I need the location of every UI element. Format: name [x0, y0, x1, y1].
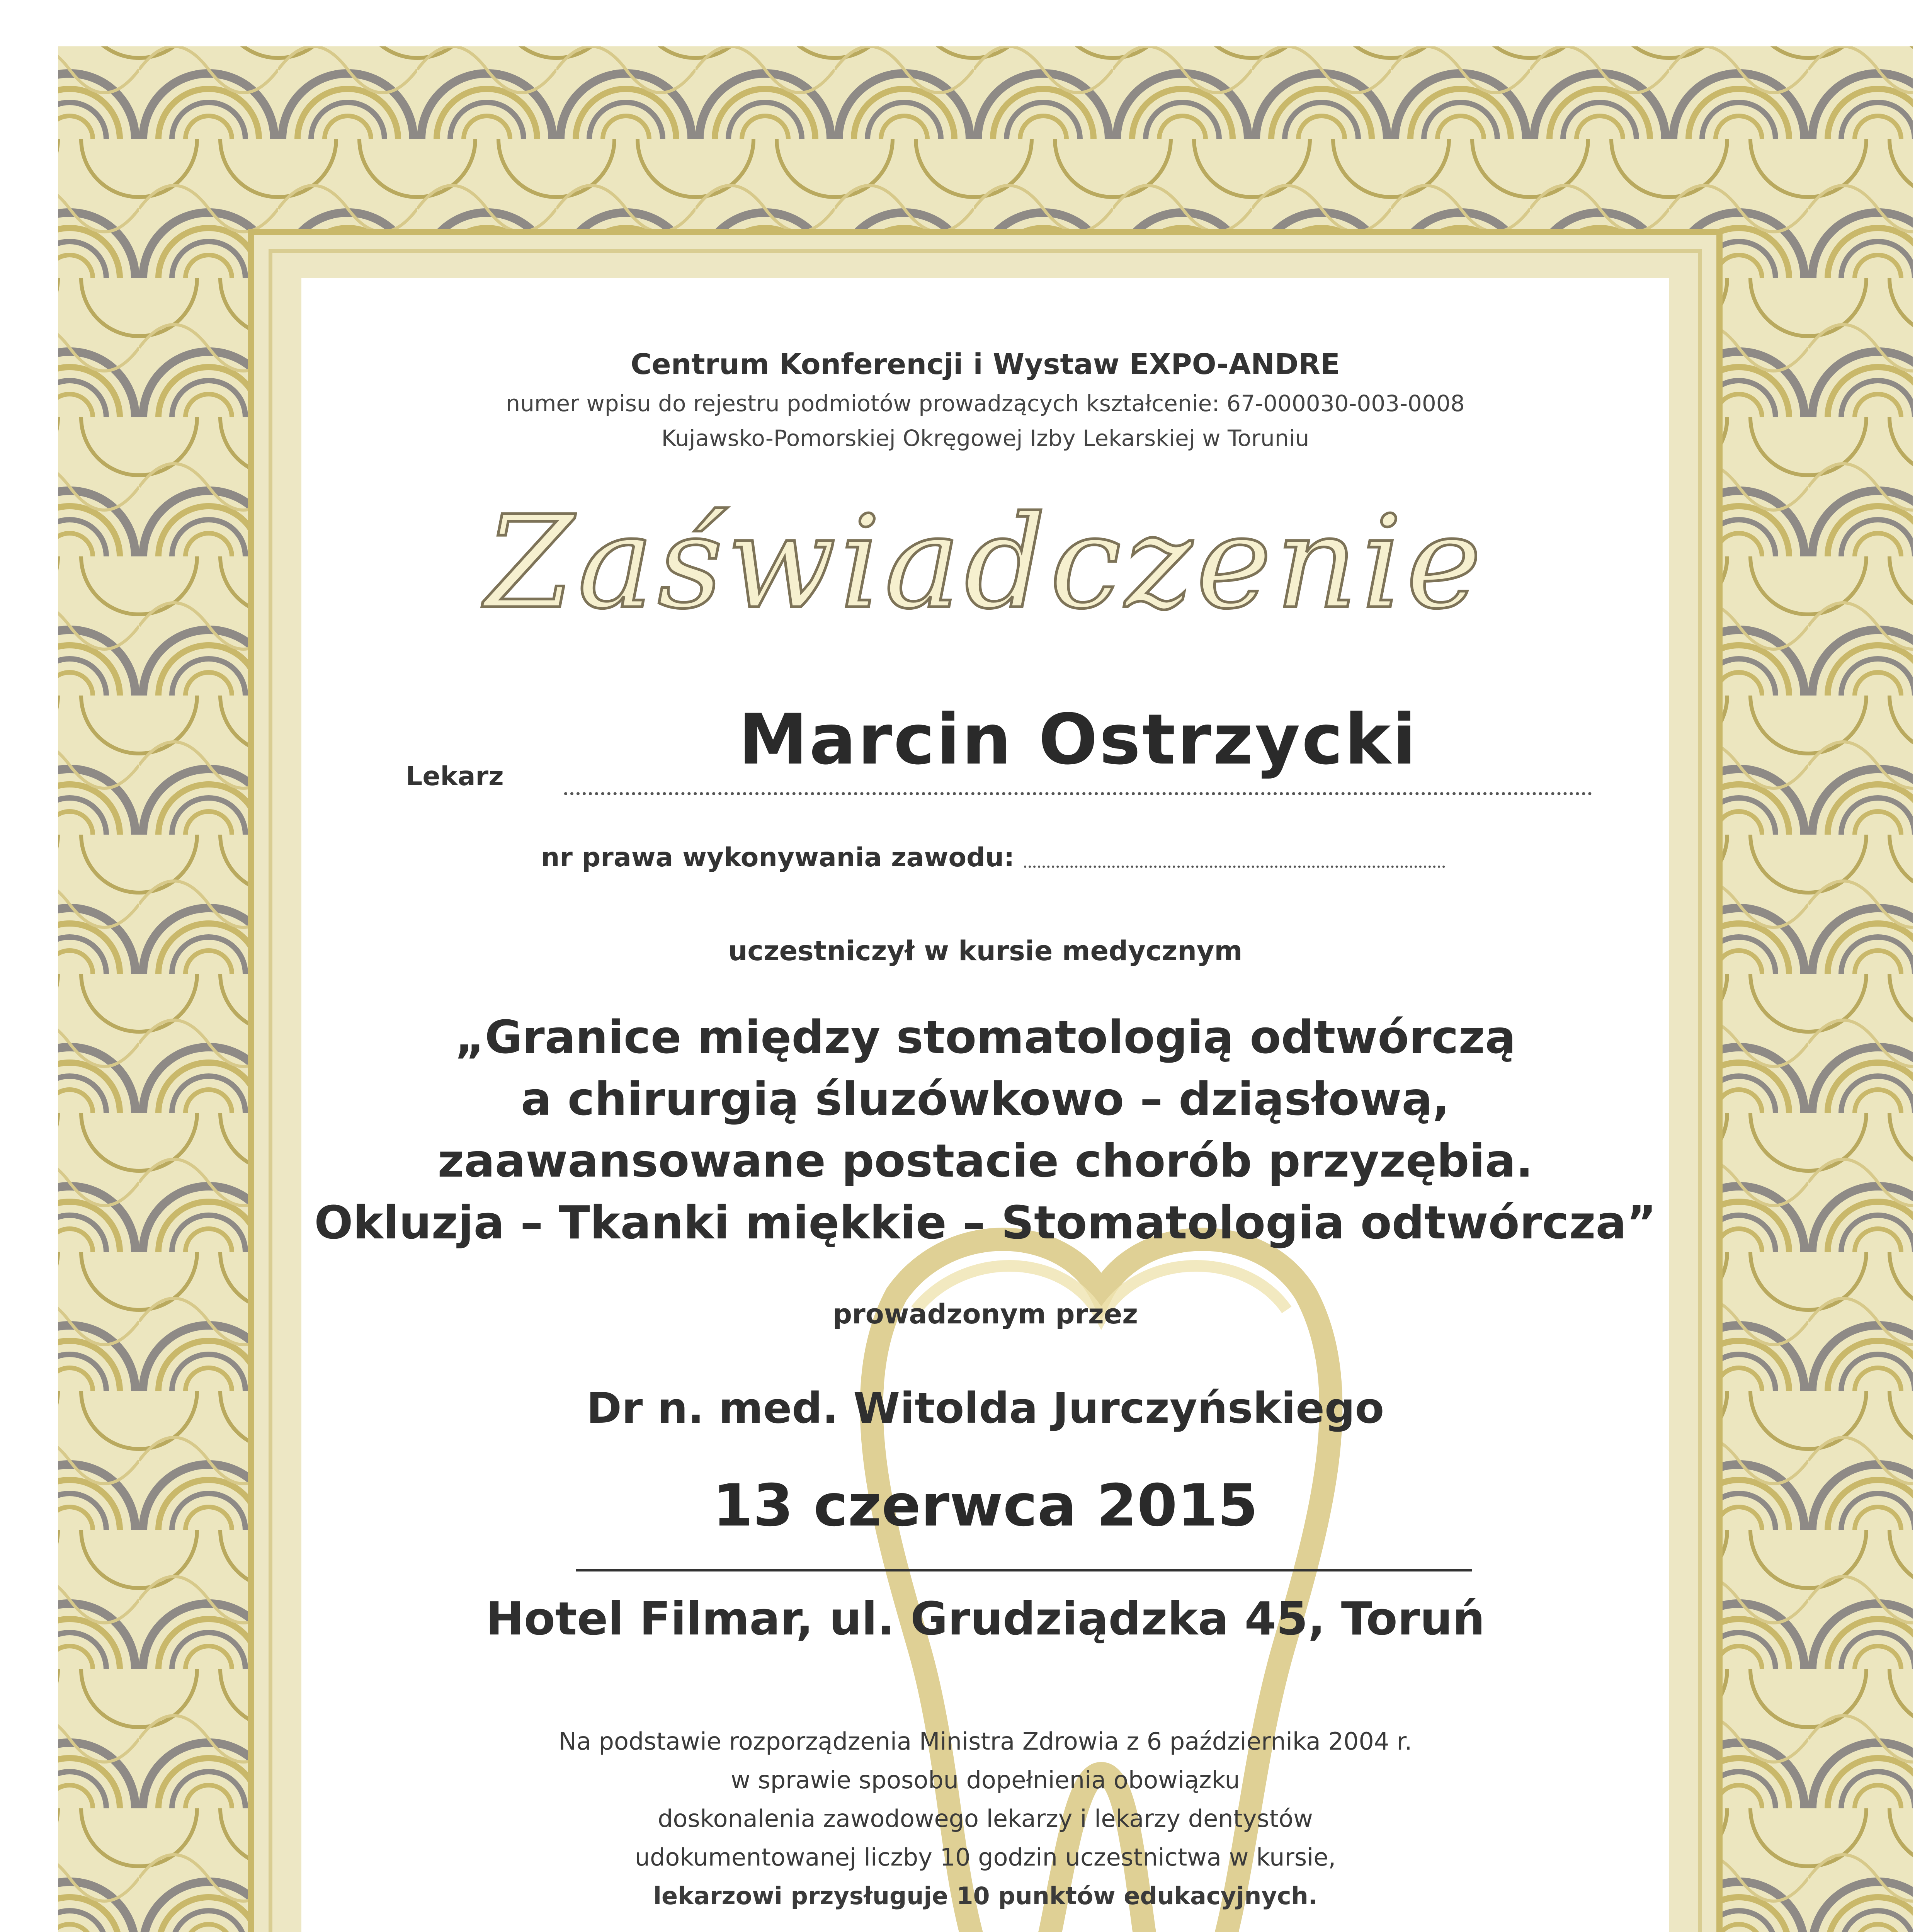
right-signature [1144, 1882, 1607, 1932]
event-date: 13 czerwca 2015 [713, 1472, 1258, 1539]
legal-line: Na podstawie rozporządzenia Ministra Zdrowia z 6 października 2004 r. [558, 1727, 1412, 1755]
course-title-line: „Granice między stomatologią odtwórczą [455, 1010, 1516, 1064]
recipient-label: Lekarz [406, 761, 504, 792]
legal-line: doskonalenia zawodowego lekarzy i lekarzy dentystów [658, 1804, 1313, 1833]
organization-name: Centrum Konferencji i Wystaw EXPO-ANDRE [631, 348, 1340, 381]
organization-chamber: Kujawsko-Pomorskiej Okręgowej Izby Lekarskiej w Toruniu [661, 425, 1310, 451]
license-number-label: nr prawa wykonywania zawodu: [541, 842, 1015, 873]
certificate-title [448, 479, 1522, 641]
legal-line: w sprawie sposobu dopełnienia obowiązku [731, 1766, 1240, 1794]
course-title-line: Okluzja – Tkanki miękkie – Stomatologia odtwórcza” [314, 1196, 1656, 1249]
legal-points-line: lekarzowi przysługuje 10 punktów edukacyjnych. [653, 1882, 1318, 1910]
course-title-line: zaawansowane postacie chorób przyzębia. [437, 1134, 1533, 1187]
lecturer-name: Dr n. med. Witolda Jurczyńskiego [586, 1383, 1384, 1433]
recipient-name: Marcin Ostrzycki [738, 699, 1418, 780]
name-dotted-line [564, 792, 1592, 795]
title-text: Zaświadczenie [485, 488, 1486, 637]
event-venue: Hotel Filmar, ul. Grudziądzka 45, Toruń [486, 1592, 1485, 1645]
date-underline [576, 1569, 1472, 1571]
participation-text: uczestniczył w kursie medycznym [728, 935, 1243, 967]
legal-line: udokumentowanej liczby 10 godzin uczestnictwa w kursie, [634, 1843, 1336, 1871]
license-dotted-line [1024, 866, 1445, 868]
organization-registry: numer wpisu do rejestru podmiotów prowadzących kształcenie: 67-000030-003-0008 [506, 390, 1465, 417]
led-by-text: prowadzonym przez [833, 1298, 1138, 1330]
course-title-line: a chirurgią śluzówkowo – dziąsłową, [521, 1072, 1450, 1126]
certificate-body [301, 278, 1669, 1932]
